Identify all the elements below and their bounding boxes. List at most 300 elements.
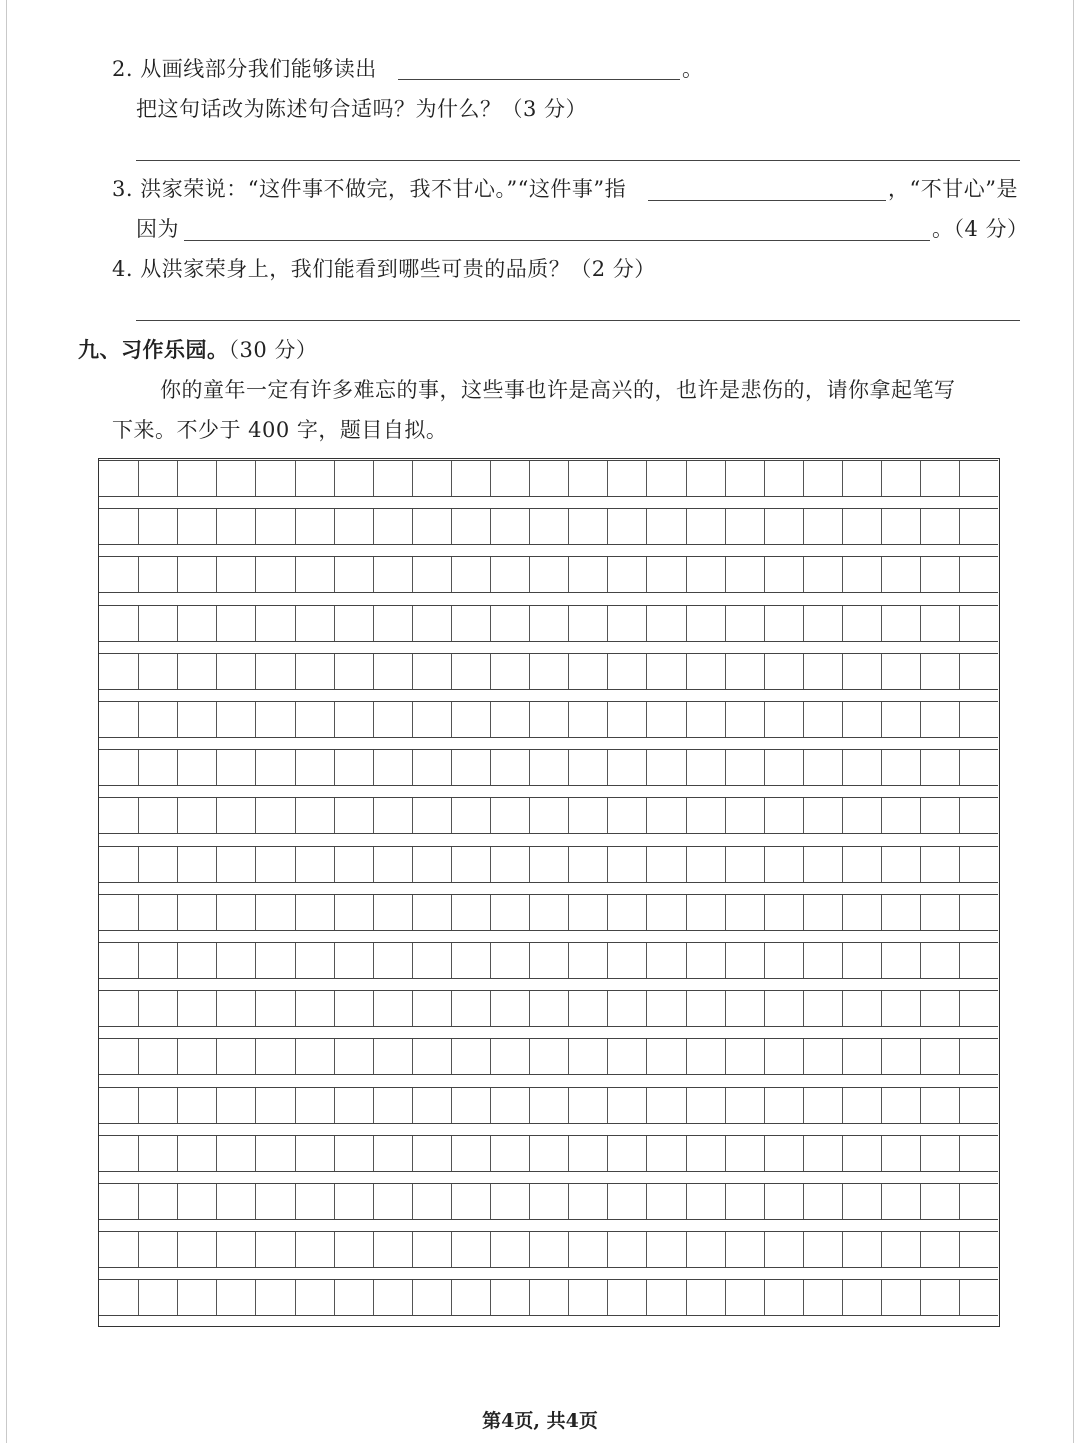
grid-cell[interactable] — [451, 654, 490, 689]
q4-answer-blank[interactable] — [136, 320, 1020, 321]
grid-cell[interactable] — [255, 606, 294, 641]
grid-cell[interactable] — [295, 1280, 334, 1315]
grid-cell[interactable] — [216, 654, 255, 689]
grid-cell[interactable] — [881, 750, 920, 785]
grid-cell[interactable] — [686, 1232, 725, 1267]
grid-cell[interactable] — [920, 654, 959, 689]
grid-cell[interactable] — [177, 1184, 216, 1219]
grid-cell[interactable] — [646, 895, 685, 930]
grid-cell[interactable] — [725, 1039, 764, 1074]
grid-cell[interactable] — [177, 1136, 216, 1171]
grid-cell[interactable] — [529, 702, 568, 737]
grid-cell[interactable] — [881, 1280, 920, 1315]
grid-cell[interactable] — [568, 1280, 607, 1315]
grid-cell[interactable] — [842, 750, 881, 785]
grid-cell[interactable] — [686, 1136, 725, 1171]
grid-cell[interactable] — [959, 702, 998, 737]
grid-cell[interactable] — [803, 895, 842, 930]
grid-cell[interactable] — [138, 1184, 177, 1219]
grid-cell[interactable] — [99, 1232, 138, 1267]
grid-cell[interactable] — [842, 606, 881, 641]
grid-cell[interactable] — [920, 509, 959, 544]
grid-cell[interactable] — [295, 654, 334, 689]
grid-cell[interactable] — [764, 654, 803, 689]
grid-cell[interactable] — [920, 606, 959, 641]
grid-cell[interactable] — [412, 750, 451, 785]
grid-cell[interactable] — [216, 750, 255, 785]
grid-cell[interactable] — [646, 1039, 685, 1074]
grid-cell[interactable] — [373, 798, 412, 833]
grid-cell[interactable] — [568, 1136, 607, 1171]
grid-cell[interactable] — [138, 847, 177, 882]
grid-cell[interactable] — [725, 1136, 764, 1171]
grid-cell[interactable] — [490, 991, 529, 1026]
grid-cell[interactable] — [412, 702, 451, 737]
grid-cell[interactable] — [803, 461, 842, 496]
grid-cell[interactable] — [295, 1184, 334, 1219]
grid-cell[interactable] — [646, 509, 685, 544]
grid-cell[interactable] — [842, 1136, 881, 1171]
grid-cell[interactable] — [646, 606, 685, 641]
grid-cell[interactable] — [216, 847, 255, 882]
grid-cell[interactable] — [842, 461, 881, 496]
writing-grid[interactable] — [98, 458, 1000, 1327]
grid-cell[interactable] — [568, 606, 607, 641]
grid-cell[interactable] — [607, 991, 646, 1026]
grid-cell[interactable] — [725, 895, 764, 930]
grid-cell[interactable] — [686, 1280, 725, 1315]
grid-cell[interactable] — [490, 1232, 529, 1267]
grid-cell[interactable] — [607, 461, 646, 496]
grid-cell[interactable] — [529, 991, 568, 1026]
grid-cell[interactable] — [920, 847, 959, 882]
grid-cell[interactable] — [529, 509, 568, 544]
grid-cell[interactable] — [99, 1136, 138, 1171]
grid-cell[interactable] — [920, 557, 959, 592]
grid-cell[interactable] — [568, 509, 607, 544]
grid-cell[interactable] — [295, 461, 334, 496]
grid-cell[interactable] — [959, 991, 998, 1026]
grid-cell[interactable] — [334, 943, 373, 978]
grid-cell[interactable] — [607, 606, 646, 641]
grid-cell[interactable] — [451, 1232, 490, 1267]
grid-cell[interactable] — [568, 847, 607, 882]
grid-cell[interactable] — [725, 1184, 764, 1219]
grid-cell[interactable] — [803, 798, 842, 833]
grid-cell[interactable] — [959, 847, 998, 882]
grid-cell[interactable] — [295, 509, 334, 544]
grid-cell[interactable] — [255, 702, 294, 737]
grid-cell[interactable] — [177, 509, 216, 544]
grid-cell[interactable] — [607, 1280, 646, 1315]
grid-cell[interactable] — [568, 654, 607, 689]
grid-cell[interactable] — [138, 509, 177, 544]
grid-cell[interactable] — [607, 798, 646, 833]
grid-cell[interactable] — [334, 1232, 373, 1267]
grid-cell[interactable] — [99, 895, 138, 930]
grid-cell[interactable] — [334, 654, 373, 689]
grid-cell[interactable] — [920, 1136, 959, 1171]
grid-cell[interactable] — [334, 750, 373, 785]
grid-cell[interactable] — [568, 1184, 607, 1219]
grid-cell[interactable] — [881, 557, 920, 592]
grid-cell[interactable] — [881, 1088, 920, 1123]
grid-cell[interactable] — [412, 1088, 451, 1123]
grid-cell[interactable] — [216, 702, 255, 737]
grid-cell[interactable] — [138, 1280, 177, 1315]
grid-cell[interactable] — [686, 1184, 725, 1219]
grid-cell[interactable] — [255, 991, 294, 1026]
grid-cell[interactable] — [842, 895, 881, 930]
grid-cell[interactable] — [725, 1280, 764, 1315]
grid-cell[interactable] — [216, 557, 255, 592]
grid-cell[interactable] — [764, 557, 803, 592]
grid-cell[interactable] — [255, 461, 294, 496]
grid-cell[interactable] — [686, 702, 725, 737]
grid-cell[interactable] — [373, 1088, 412, 1123]
grid-cell[interactable] — [607, 943, 646, 978]
grid-cell[interactable] — [138, 557, 177, 592]
grid-cell[interactable] — [99, 943, 138, 978]
grid-cell[interactable] — [99, 991, 138, 1026]
grid-cell[interactable] — [881, 798, 920, 833]
grid-cell[interactable] — [177, 1232, 216, 1267]
grid-cell[interactable] — [216, 1280, 255, 1315]
grid-cell[interactable] — [138, 943, 177, 978]
grid-cell[interactable] — [842, 798, 881, 833]
grid-cell[interactable] — [686, 1039, 725, 1074]
grid-cell[interactable] — [177, 1088, 216, 1123]
grid-cell[interactable] — [725, 702, 764, 737]
grid-cell[interactable] — [451, 798, 490, 833]
grid-cell[interactable] — [295, 798, 334, 833]
grid-cell[interactable] — [725, 654, 764, 689]
grid-cell[interactable] — [607, 1039, 646, 1074]
grid-cell[interactable] — [373, 1184, 412, 1219]
grid-cell[interactable] — [842, 1280, 881, 1315]
grid-cell[interactable] — [803, 702, 842, 737]
grid-cell[interactable] — [255, 1039, 294, 1074]
grid-cell[interactable] — [412, 461, 451, 496]
grid-cell[interactable] — [725, 606, 764, 641]
grid-cell[interactable] — [99, 509, 138, 544]
grid-cell[interactable] — [334, 461, 373, 496]
grid-cell[interactable] — [216, 895, 255, 930]
grid-cell[interactable] — [646, 991, 685, 1026]
grid-cell[interactable] — [373, 1280, 412, 1315]
grid-cell[interactable] — [842, 847, 881, 882]
grid-cell[interactable] — [920, 750, 959, 785]
grid-cell[interactable] — [646, 557, 685, 592]
grid-cell[interactable] — [99, 847, 138, 882]
q2-answer-blank-2[interactable] — [136, 160, 1020, 161]
grid-cell[interactable] — [490, 1088, 529, 1123]
grid-cell[interactable] — [412, 654, 451, 689]
grid-cell[interactable] — [138, 1088, 177, 1123]
grid-cell[interactable] — [764, 847, 803, 882]
grid-cell[interactable] — [529, 1136, 568, 1171]
grid-cell[interactable] — [334, 1136, 373, 1171]
grid-cell[interactable] — [529, 606, 568, 641]
grid-cell[interactable] — [686, 1088, 725, 1123]
grid-cell[interactable] — [920, 943, 959, 978]
grid-cell[interactable] — [686, 606, 725, 641]
grid-cell[interactable] — [920, 461, 959, 496]
grid-cell[interactable] — [920, 1232, 959, 1267]
grid-cell[interactable] — [99, 461, 138, 496]
grid-cell[interactable] — [529, 654, 568, 689]
grid-cell[interactable] — [607, 1088, 646, 1123]
grid-cell[interactable] — [138, 798, 177, 833]
grid-cell[interactable] — [529, 461, 568, 496]
grid-cell[interactable] — [451, 606, 490, 641]
grid-cell[interactable] — [725, 509, 764, 544]
grid-cell[interactable] — [803, 1232, 842, 1267]
grid-cell[interactable] — [568, 557, 607, 592]
grid-cell[interactable] — [99, 1088, 138, 1123]
grid-cell[interactable] — [490, 606, 529, 641]
grid-cell[interactable] — [920, 991, 959, 1026]
grid-cell[interactable] — [373, 1039, 412, 1074]
grid-cell[interactable] — [529, 943, 568, 978]
grid-cell[interactable] — [216, 991, 255, 1026]
grid-cell[interactable] — [138, 895, 177, 930]
grid-cell[interactable] — [568, 1232, 607, 1267]
grid-cell[interactable] — [803, 1136, 842, 1171]
grid-cell[interactable] — [959, 1088, 998, 1123]
grid-cell[interactable] — [216, 1232, 255, 1267]
grid-cell[interactable] — [451, 895, 490, 930]
q2-answer-blank-1[interactable] — [398, 79, 680, 80]
grid-cell[interactable] — [451, 461, 490, 496]
grid-cell[interactable] — [959, 798, 998, 833]
grid-cell[interactable] — [334, 895, 373, 930]
grid-cell[interactable] — [412, 895, 451, 930]
grid-cell[interactable] — [490, 557, 529, 592]
grid-cell[interactable] — [216, 1136, 255, 1171]
grid-cell[interactable] — [568, 461, 607, 496]
grid-cell[interactable] — [295, 750, 334, 785]
grid-cell[interactable] — [295, 1136, 334, 1171]
grid-cell[interactable] — [686, 991, 725, 1026]
grid-cell[interactable] — [764, 461, 803, 496]
grid-cell[interactable] — [255, 1280, 294, 1315]
grid-cell[interactable] — [295, 991, 334, 1026]
grid-cell[interactable] — [255, 654, 294, 689]
grid-cell[interactable] — [373, 847, 412, 882]
grid-cell[interactable] — [373, 895, 412, 930]
grid-cell[interactable] — [959, 1280, 998, 1315]
grid-cell[interactable] — [99, 557, 138, 592]
grid-cell[interactable] — [177, 798, 216, 833]
grid-cell[interactable] — [451, 943, 490, 978]
grid-cell[interactable] — [803, 509, 842, 544]
grid-cell[interactable] — [646, 702, 685, 737]
grid-cell[interactable] — [490, 654, 529, 689]
grid-cell[interactable] — [451, 1184, 490, 1219]
grid-cell[interactable] — [803, 1088, 842, 1123]
grid-cell[interactable] — [725, 847, 764, 882]
grid-cell[interactable] — [138, 461, 177, 496]
grid-cell[interactable] — [725, 798, 764, 833]
grid-cell[interactable] — [646, 1184, 685, 1219]
grid-cell[interactable] — [568, 991, 607, 1026]
grid-cell[interactable] — [568, 943, 607, 978]
grid-cell[interactable] — [451, 991, 490, 1026]
grid-cell[interactable] — [803, 991, 842, 1026]
grid-cell[interactable] — [255, 798, 294, 833]
grid-cell[interactable] — [607, 847, 646, 882]
grid-cell[interactable] — [607, 1232, 646, 1267]
grid-cell[interactable] — [568, 1039, 607, 1074]
grid-cell[interactable] — [568, 702, 607, 737]
grid-cell[interactable] — [216, 509, 255, 544]
grid-cell[interactable] — [295, 702, 334, 737]
grid-cell[interactable] — [373, 1136, 412, 1171]
grid-cell[interactable] — [529, 1232, 568, 1267]
grid-cell[interactable] — [295, 895, 334, 930]
grid-cell[interactable] — [959, 1232, 998, 1267]
grid-cell[interactable] — [764, 895, 803, 930]
grid-cell[interactable] — [607, 509, 646, 544]
grid-cell[interactable] — [646, 1088, 685, 1123]
q3-answer-blank-1[interactable] — [648, 200, 886, 201]
grid-cell[interactable] — [920, 1088, 959, 1123]
grid-cell[interactable] — [920, 798, 959, 833]
grid-cell[interactable] — [764, 1039, 803, 1074]
grid-cell[interactable] — [803, 1184, 842, 1219]
grid-cell[interactable] — [138, 606, 177, 641]
grid-cell[interactable] — [686, 509, 725, 544]
grid-cell[interactable] — [803, 847, 842, 882]
grid-cell[interactable] — [412, 847, 451, 882]
grid-cell[interactable] — [216, 943, 255, 978]
grid-cell[interactable] — [412, 798, 451, 833]
grid-cell[interactable] — [216, 1184, 255, 1219]
grid-cell[interactable] — [99, 798, 138, 833]
grid-cell[interactable] — [177, 461, 216, 496]
grid-cell[interactable] — [959, 509, 998, 544]
grid-cell[interactable] — [959, 654, 998, 689]
grid-cell[interactable] — [842, 702, 881, 737]
grid-cell[interactable] — [216, 1088, 255, 1123]
grid-cell[interactable] — [803, 1280, 842, 1315]
grid-cell[interactable] — [725, 943, 764, 978]
grid-cell[interactable] — [490, 702, 529, 737]
grid-cell[interactable] — [959, 606, 998, 641]
grid-cell[interactable] — [646, 461, 685, 496]
grid-cell[interactable] — [959, 1184, 998, 1219]
grid-cell[interactable] — [295, 1039, 334, 1074]
grid-cell[interactable] — [764, 991, 803, 1026]
grid-cell[interactable] — [255, 1136, 294, 1171]
grid-cell[interactable] — [646, 1232, 685, 1267]
grid-cell[interactable] — [959, 895, 998, 930]
grid-cell[interactable] — [451, 557, 490, 592]
grid-cell[interactable] — [686, 895, 725, 930]
grid-cell[interactable] — [764, 943, 803, 978]
grid-cell[interactable] — [295, 606, 334, 641]
grid-cell[interactable] — [99, 1280, 138, 1315]
grid-cell[interactable] — [373, 1232, 412, 1267]
grid-cell[interactable] — [177, 750, 216, 785]
grid-cell[interactable] — [764, 606, 803, 641]
grid-cell[interactable] — [451, 702, 490, 737]
grid-cell[interactable] — [138, 991, 177, 1026]
grid-cell[interactable] — [764, 1280, 803, 1315]
grid-cell[interactable] — [373, 943, 412, 978]
grid-cell[interactable] — [334, 991, 373, 1026]
grid-cell[interactable] — [177, 1039, 216, 1074]
grid-cell[interactable] — [686, 654, 725, 689]
grid-cell[interactable] — [99, 1184, 138, 1219]
grid-cell[interactable] — [138, 654, 177, 689]
grid-cell[interactable] — [764, 1136, 803, 1171]
grid-cell[interactable] — [959, 750, 998, 785]
grid-cell[interactable] — [412, 509, 451, 544]
grid-cell[interactable] — [138, 702, 177, 737]
grid-cell[interactable] — [490, 1039, 529, 1074]
grid-cell[interactable] — [451, 509, 490, 544]
grid-cell[interactable] — [373, 606, 412, 641]
grid-cell[interactable] — [295, 1088, 334, 1123]
grid-cell[interactable] — [255, 943, 294, 978]
grid-cell[interactable] — [412, 1136, 451, 1171]
grid-cell[interactable] — [99, 702, 138, 737]
grid-cell[interactable] — [490, 1136, 529, 1171]
grid-cell[interactable] — [138, 1232, 177, 1267]
grid-cell[interactable] — [490, 750, 529, 785]
grid-cell[interactable] — [490, 943, 529, 978]
grid-cell[interactable] — [255, 750, 294, 785]
grid-cell[interactable] — [334, 1039, 373, 1074]
grid-cell[interactable] — [99, 654, 138, 689]
grid-cell[interactable] — [842, 557, 881, 592]
grid-cell[interactable] — [255, 509, 294, 544]
grid-cell[interactable] — [725, 1088, 764, 1123]
grid-cell[interactable] — [842, 1232, 881, 1267]
grid-cell[interactable] — [412, 991, 451, 1026]
grid-cell[interactable] — [646, 654, 685, 689]
grid-cell[interactable] — [725, 750, 764, 785]
grid-cell[interactable] — [803, 557, 842, 592]
grid-cell[interactable] — [334, 509, 373, 544]
q3-answer-blank-2[interactable] — [184, 240, 930, 241]
grid-cell[interactable] — [216, 1039, 255, 1074]
grid-cell[interactable] — [412, 557, 451, 592]
grid-cell[interactable] — [412, 1039, 451, 1074]
grid-cell[interactable] — [99, 1039, 138, 1074]
grid-cell[interactable] — [255, 1184, 294, 1219]
grid-cell[interactable] — [568, 750, 607, 785]
grid-cell[interactable] — [451, 1136, 490, 1171]
grid-cell[interactable] — [334, 847, 373, 882]
grid-cell[interactable] — [607, 1184, 646, 1219]
grid-cell[interactable] — [295, 1232, 334, 1267]
grid-cell[interactable] — [686, 750, 725, 785]
grid-cell[interactable] — [412, 606, 451, 641]
grid-cell[interactable] — [529, 847, 568, 882]
grid-cell[interactable] — [764, 798, 803, 833]
grid-cell[interactable] — [412, 1280, 451, 1315]
grid-cell[interactable] — [881, 1136, 920, 1171]
grid-cell[interactable] — [490, 1280, 529, 1315]
grid-cell[interactable] — [255, 847, 294, 882]
grid-cell[interactable] — [803, 750, 842, 785]
grid-cell[interactable] — [412, 943, 451, 978]
grid-cell[interactable] — [529, 1088, 568, 1123]
grid-cell[interactable] — [568, 895, 607, 930]
